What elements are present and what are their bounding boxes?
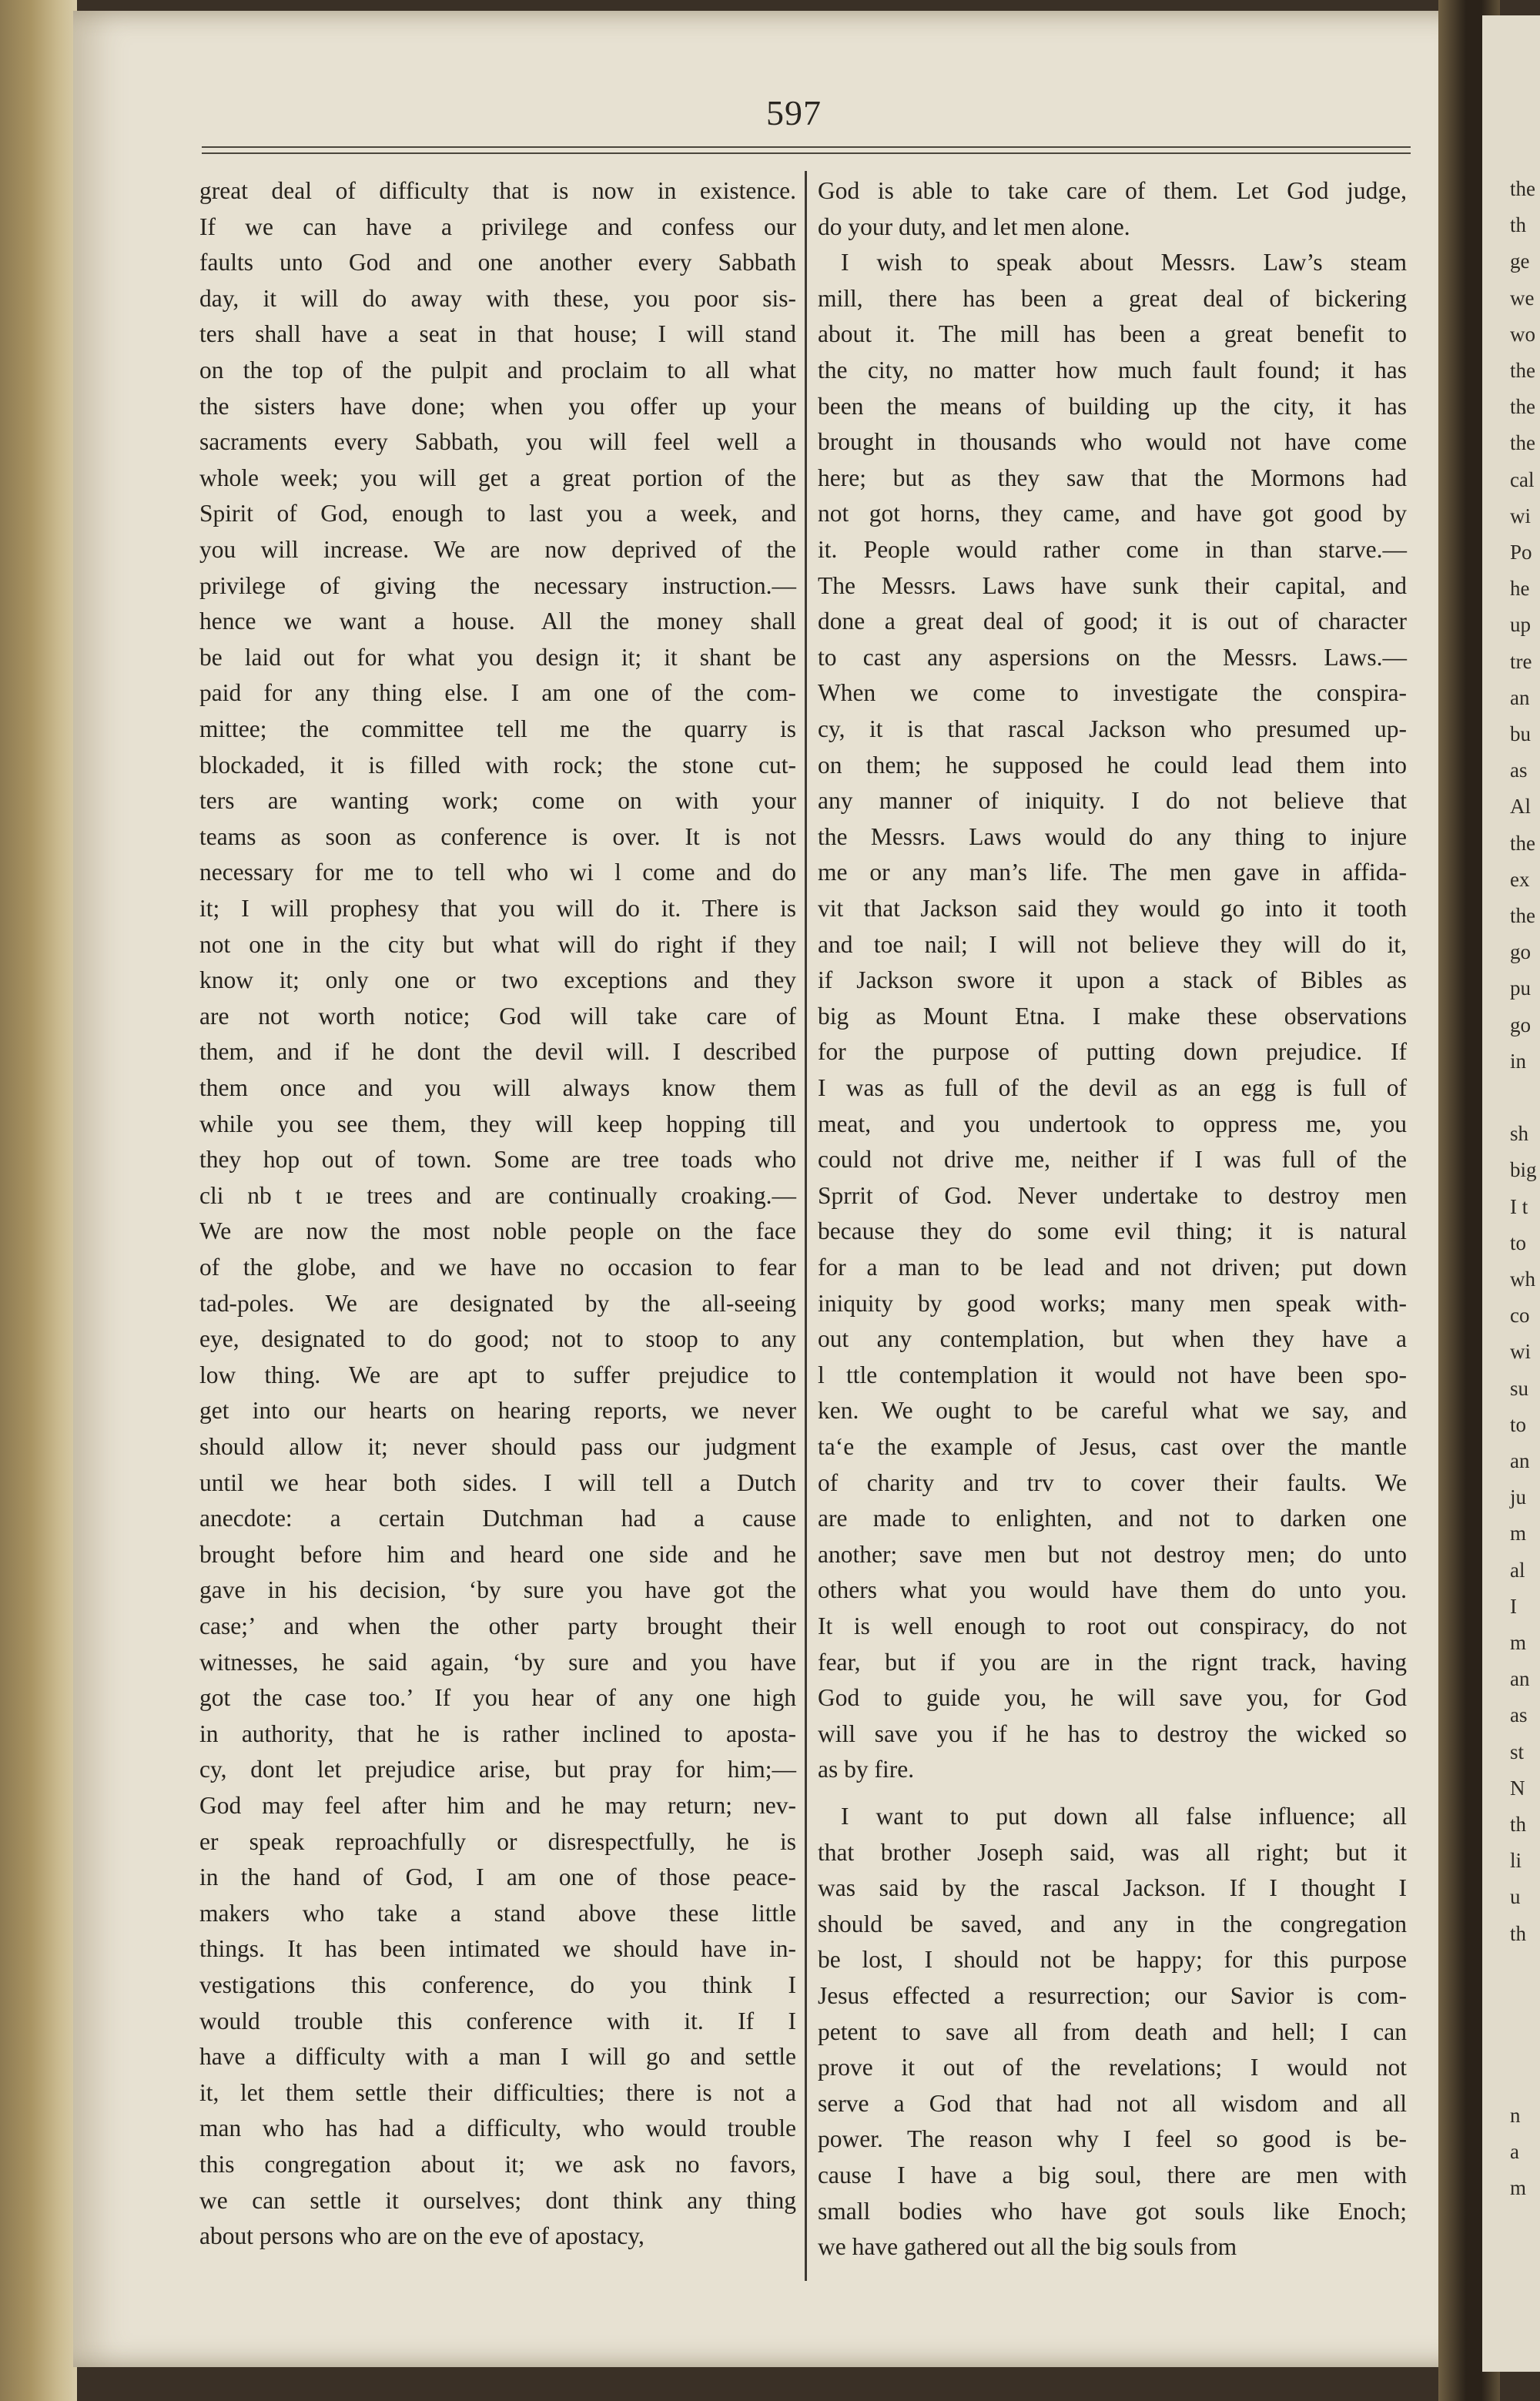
next-page-fragment: go bbox=[1510, 940, 1531, 964]
text-line: because they do some evil thing; it is natural bbox=[818, 1217, 1407, 1245]
next-page-edge bbox=[1482, 15, 1540, 2372]
next-page-fragment: wi bbox=[1510, 504, 1531, 527]
text-line: on them; he supposed he could lead them into bbox=[818, 751, 1407, 779]
text-line: you will increase. We are now deprived of the bbox=[199, 536, 796, 563]
text-line: could not drive me, neither if I was full of the bbox=[818, 1146, 1407, 1174]
next-page-fragment: big bbox=[1510, 1158, 1537, 1182]
next-page-fragment: an bbox=[1510, 1667, 1530, 1691]
text-line: necessary for me to tell who wi l come and do bbox=[199, 859, 796, 886]
page-number: 597 bbox=[766, 93, 822, 132]
text-line: day, it will do away with these, you poor sis- bbox=[199, 284, 796, 312]
text-line: God to guide you, he will save you, for God bbox=[818, 1684, 1407, 1712]
next-page-fragment: th bbox=[1510, 1813, 1527, 1836]
next-page-fragment: st bbox=[1510, 1740, 1525, 1763]
next-page-fragment: an bbox=[1510, 685, 1530, 709]
text-line: brought in thousands who would not have come bbox=[818, 428, 1407, 456]
text-line: the city, no matter how much fault found; it has bbox=[818, 357, 1407, 383]
text-line: God may feel after him and he may return; nev- bbox=[199, 1792, 796, 1819]
next-page-fragment: as bbox=[1510, 758, 1528, 782]
text-line: about persons who are on the eve of apostacy, bbox=[199, 2222, 644, 2250]
text-line: Sprrit of God. Never undertake to destroy men bbox=[818, 1181, 1407, 1209]
text-line: another; save men but not destroy men; do unto bbox=[818, 1540, 1407, 1568]
column-divider bbox=[805, 171, 807, 2281]
text-line: The Messrs. Laws have sunk their capital, and bbox=[818, 571, 1407, 599]
next-page-fragment: bu bbox=[1510, 722, 1531, 745]
next-page-fragment: I t bbox=[1510, 1194, 1528, 1218]
text-line: paid for any thing else. I am one of the com- bbox=[199, 679, 796, 707]
next-page-fragment: ex bbox=[1510, 867, 1530, 891]
text-line: we can settle it ourselves; dont think any thing bbox=[199, 2186, 796, 2214]
next-page-fragment: the bbox=[1510, 177, 1535, 200]
text-line: whole week; you will get a great portion of the bbox=[199, 464, 796, 491]
text-line: things. It has been intimated we should have in- bbox=[199, 1935, 796, 1963]
text-line: vestigations this conference, do you think I bbox=[199, 1971, 796, 1998]
text-line: anecdote: a certain Dutchman had a cause bbox=[199, 1505, 796, 1532]
text-line: here; but as they saw that the Mormons had bbox=[818, 464, 1407, 491]
text-line: faults unto God and one another every Sabbath bbox=[199, 249, 796, 276]
text-line: them once and you will always know them bbox=[199, 1074, 796, 1101]
text-line: er speak reproachfully or disrespectfully, he is bbox=[199, 1827, 796, 1855]
text-line: others what you would have them do unto you. bbox=[818, 1576, 1407, 1604]
next-page-fragment: th bbox=[1510, 1921, 1527, 1945]
text-line: Spirit of God, enough to last you a week, and bbox=[199, 500, 796, 527]
next-page-fragment: he bbox=[1510, 577, 1530, 601]
next-page-fragment: the bbox=[1510, 831, 1535, 855]
text-line: been the means of building up the city, it has bbox=[818, 392, 1407, 420]
next-page-fragment: as bbox=[1510, 1703, 1528, 1727]
text-line: would trouble this conference with it. If I bbox=[199, 2007, 796, 2034]
text-line: gave in his decision, ‘by sure you have got the bbox=[199, 1576, 796, 1604]
text-line: as by fire. bbox=[818, 1756, 915, 1783]
text-line: ta‘e the example of Jesus, cast over the mantle bbox=[818, 1433, 1407, 1460]
next-page-fragment: up bbox=[1510, 613, 1531, 637]
text-line: ters are wanting work; come on with your bbox=[199, 787, 796, 815]
text-line: mill, there has been a great deal of bickering bbox=[818, 284, 1407, 312]
text-line: any manner of iniquity. I do not believe that bbox=[818, 787, 1407, 815]
text-line: cy, dont let prejudice arise, but pray for him;— bbox=[199, 1756, 796, 1783]
text-line: if Jackson swore it upon a stack of Bibles as bbox=[818, 966, 1407, 994]
text-line: man who has had a difficulty, who would trouble bbox=[199, 2115, 796, 2142]
next-page-fragment: N bbox=[1510, 1776, 1525, 1800]
text-line: was said by the rascal Jackson. If I thought I bbox=[818, 1874, 1407, 1902]
text-line: teams as soon as conference is over. It is not bbox=[199, 822, 796, 850]
next-page-fragment: wh bbox=[1510, 1267, 1535, 1291]
next-page-fragment: to bbox=[1510, 1412, 1527, 1436]
text-line: do your duty, and let men alone. bbox=[818, 213, 1130, 240]
text-line: got the case too.’ If you hear of any one high bbox=[199, 1684, 796, 1712]
text-line: When we come to investigate the conspira- bbox=[818, 679, 1407, 707]
text-line: fear, but if you are in the rignt track, having bbox=[818, 1648, 1407, 1676]
next-page-fragment: su bbox=[1510, 1376, 1529, 1400]
text-line: great deal of difficulty that is now in existence. bbox=[199, 177, 796, 204]
text-line: Jesus effected a resurrection; our Savior is com- bbox=[818, 1982, 1407, 2009]
text-line: it, let them settle their difficulties; there is not a bbox=[199, 2078, 796, 2106]
text-line: they hop out of town. Some are tree toads who bbox=[199, 1146, 796, 1174]
text-line: We are now the most noble people on the face bbox=[199, 1217, 796, 1245]
next-page-fragment: m bbox=[1510, 2176, 1527, 2199]
text-line: eye, designated to do good; not to stoop to any bbox=[199, 1325, 796, 1353]
text-line: cy, it is that rascal Jackson who presumed up- bbox=[818, 715, 1407, 742]
text-line: this congregation about it; we ask no favors, bbox=[199, 2151, 796, 2178]
text-line: of charity and trv to cover their faults. We bbox=[818, 1468, 1407, 1496]
text-line: should allow it; never should pass our judgment bbox=[199, 1433, 796, 1460]
text-line: brought before him and heard one side and he bbox=[199, 1540, 796, 1568]
text-line: cause I have a big soul, there are men with bbox=[818, 2162, 1407, 2188]
next-page-fragment: m bbox=[1510, 1522, 1527, 1545]
text-line: about it. The mill has been a great benefit to bbox=[818, 320, 1407, 348]
next-page-fragment: co bbox=[1510, 1304, 1530, 1328]
header-rule-bottom bbox=[202, 152, 1411, 154]
text-line: cli nb t ıe trees and are continually croaking.— bbox=[199, 1181, 796, 1209]
text-line: l ttle contemplation it would not have been spo- bbox=[818, 1361, 1407, 1388]
next-page-fragment: cal bbox=[1510, 467, 1535, 491]
next-page-fragment: I bbox=[1510, 1594, 1517, 1618]
text-line: It is well enough to root out conspiracy, do not bbox=[818, 1612, 1407, 1639]
text-line: know it; only one or two exceptions and they bbox=[199, 966, 796, 994]
text-line: it. People would rather come in than starve.— bbox=[818, 536, 1407, 563]
text-line: and toe nail; I will not believe they will do it, bbox=[818, 930, 1407, 958]
text-line: be lost, I should not be happy; for this purpose bbox=[818, 1946, 1407, 1974]
text-line: in authority, that he is rather inclined to aposta- bbox=[199, 1720, 796, 1747]
text-line: until we hear both sides. I will tell a Dutch bbox=[199, 1468, 796, 1496]
text-line: not one in the city but what will do right if they bbox=[199, 930, 796, 958]
text-line: case;’ and when the other party brought their bbox=[199, 1612, 796, 1639]
text-line: it; I will prophesy that you will do it. There is bbox=[199, 895, 796, 922]
text-line: out any contemplation, but when they have a bbox=[818, 1325, 1407, 1353]
text-line: tad-poles. We are designated by the all-seeing bbox=[199, 1289, 796, 1317]
next-page-fragment: ju bbox=[1510, 1485, 1527, 1509]
text-line: the Messrs. Laws would do any thing to injure bbox=[818, 822, 1407, 850]
next-page-fragment: n bbox=[1510, 2103, 1521, 2127]
text-line: sacraments every Sabbath, you will feel well a bbox=[199, 428, 796, 456]
text-line: power. The reason why I feel so good is be- bbox=[818, 2125, 1407, 2153]
next-page-fragment: go bbox=[1510, 1013, 1531, 1036]
next-page-fragment: Al bbox=[1510, 795, 1531, 819]
next-page-fragment: u bbox=[1510, 1885, 1521, 1909]
text-line: to cast any aspersions on the Messrs. Laws.— bbox=[818, 643, 1407, 671]
next-page-fragment: the bbox=[1510, 904, 1535, 927]
next-page-fragment: wi bbox=[1510, 1340, 1531, 1364]
text-line: get into our hearts on hearing reports, we never bbox=[199, 1397, 796, 1425]
next-page-fragment: ge bbox=[1510, 249, 1530, 273]
text-line: me or any man’s life. The men gave in affida- bbox=[818, 859, 1407, 886]
text-line: I was as full of the devil as an egg is full of bbox=[818, 1074, 1407, 1101]
text-line: that brother Joseph said, was all right; but it bbox=[818, 1838, 1407, 1866]
text-line: will save you if he has to destroy the wicked so bbox=[818, 1720, 1407, 1747]
next-page-fragment: an bbox=[1510, 1449, 1530, 1472]
text-line: ken. We ought to be careful what we say, and bbox=[818, 1397, 1407, 1425]
next-page-fragment: we bbox=[1510, 286, 1535, 310]
text-line: have a difficulty with a man I will go and settle bbox=[199, 2043, 796, 2071]
text-line: witnesses, he said again, ‘by sure and you have bbox=[199, 1648, 796, 1676]
text-line: for a man to be lead and not driven; put down bbox=[818, 1254, 1407, 1281]
text-line: them, and if he dont the devil will. I described bbox=[199, 1038, 796, 1066]
text-line: iniquity by good works; many men speak with- bbox=[818, 1289, 1407, 1317]
text-line: prove it out of the revelations; I would not bbox=[818, 2054, 1407, 2081]
next-page-fragment: m bbox=[1510, 1631, 1527, 1654]
text-line: hence we want a house. All the money shall bbox=[199, 608, 796, 635]
text-line: on the top of the pulpit and proclaim to all what bbox=[199, 357, 796, 383]
text-line: privilege of giving the necessary instruction.— bbox=[199, 571, 796, 599]
text-line: while you see them, they will keep hopping till bbox=[199, 1110, 796, 1137]
text-line: I wish to speak about Messrs. Law’s steam bbox=[841, 249, 1407, 276]
text-line: low thing. We are apt to suffer prejudice to bbox=[199, 1361, 796, 1388]
next-page-fragment: al bbox=[1510, 1558, 1525, 1582]
text-line: makers who take a stand above these little bbox=[199, 1899, 796, 1927]
text-line: vit that Jackson said they would go into it tooth bbox=[818, 895, 1407, 922]
next-page-fragment: li bbox=[1510, 1849, 1522, 1873]
text-line: of the globe, and we have no occasion to fear bbox=[199, 1254, 796, 1281]
next-page-fragment: to bbox=[1510, 1231, 1527, 1254]
text-line: for the purpose of putting down prejudice. If bbox=[818, 1038, 1407, 1066]
text-line: should be saved, and any in the congregation bbox=[818, 1910, 1407, 1937]
next-page-fragment: tre bbox=[1510, 649, 1532, 673]
text-line: are made to enlighten, and not to darken one bbox=[818, 1505, 1407, 1532]
next-page-fragment: Po bbox=[1510, 541, 1532, 564]
text-line: mittee; the committee tell me the quarry is bbox=[199, 715, 796, 742]
text-line: be laid out for what you design it; it shant be bbox=[199, 643, 796, 671]
text-line: small bodies who have got souls like Enoch; bbox=[818, 2197, 1407, 2225]
text-line: not got horns, they came, and have got good by bbox=[818, 500, 1407, 527]
next-page-fragment: the bbox=[1510, 395, 1535, 419]
next-page-fragment: wo bbox=[1510, 322, 1535, 346]
next-page-fragment: in bbox=[1510, 1049, 1527, 1073]
text-line: we have gathered out all the big souls from bbox=[818, 2233, 1237, 2261]
text-line: I want to put down all false influence; all bbox=[841, 1803, 1407, 1830]
header-rule-top bbox=[202, 146, 1411, 148]
text-line: serve a God that had not all wisdom and all bbox=[818, 2089, 1407, 2117]
next-page-fragment: sh bbox=[1510, 1122, 1529, 1146]
next-page-fragment: th bbox=[1510, 213, 1527, 237]
text-line: petent to save all from death and hell; I can bbox=[818, 2018, 1407, 2045]
text-line: are not worth notice; God will take care of bbox=[199, 1002, 796, 1030]
next-page-fragment: a bbox=[1510, 2139, 1519, 2163]
text-line: ters shall have a seat in that house; I will stand bbox=[199, 320, 796, 348]
text-line: meat, and you undertook to oppress me, you bbox=[818, 1110, 1407, 1137]
next-page-fragment: pu bbox=[1510, 976, 1531, 1000]
text-line: If we can have a privilege and confess our bbox=[199, 213, 796, 240]
book-edge bbox=[0, 0, 77, 2401]
text-line: big as Mount Etna. I make these observations bbox=[818, 1002, 1407, 1030]
text-line: God is able to take care of them. Let God judge, bbox=[818, 177, 1407, 204]
text-line: blockaded, it is filled with rock; the stone cut- bbox=[199, 751, 796, 779]
text-line: in the hand of God, I am one of those peace- bbox=[199, 1864, 796, 1891]
next-page-fragment: the bbox=[1510, 431, 1535, 455]
text-line: the sisters have done; when you offer up your bbox=[199, 392, 796, 420]
next-page-fragment: the bbox=[1510, 359, 1535, 382]
text-line: done a great deal of good; it is out of character bbox=[818, 608, 1407, 635]
